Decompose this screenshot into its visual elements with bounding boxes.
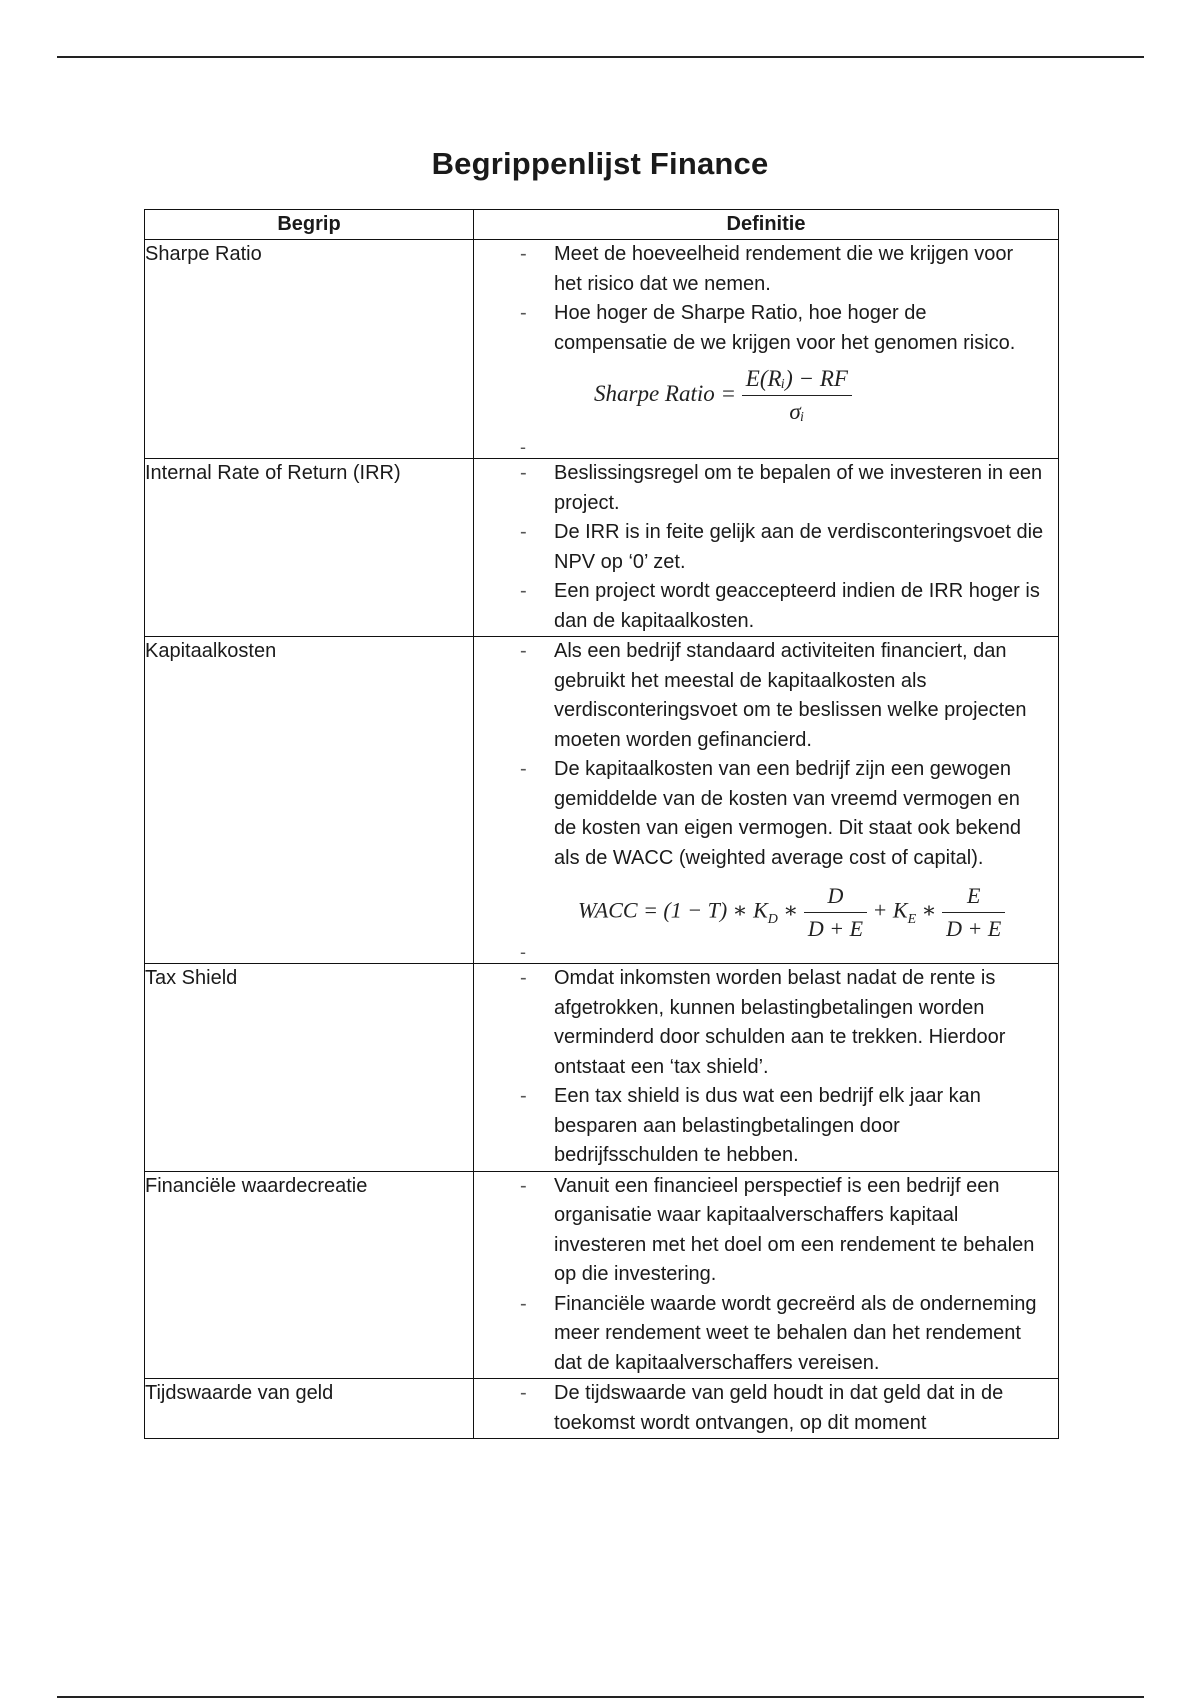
- formula-subscript: D: [767, 911, 778, 927]
- table-row: [145, 637, 1059, 964]
- formula-lhs: WACC = (1 − T) ∗ K: [578, 897, 768, 923]
- document-title: Begrippenlijst Finance: [431, 146, 769, 181]
- column-header-term: Begrip: [145, 210, 474, 240]
- bullet-dash: -: [520, 942, 526, 962]
- definition-cell: [474, 240, 1059, 459]
- definition-cell: [474, 459, 1059, 637]
- formula-numerator: D: [804, 883, 867, 913]
- table-header-row: [145, 210, 1059, 240]
- header-rule: [57, 56, 1144, 58]
- formula-fraction: [742, 366, 852, 425]
- formula-denominator: D + E: [946, 916, 1002, 941]
- column-header-definition: Definitie: [474, 210, 1059, 240]
- formula-denominator: σᵢ: [789, 399, 805, 424]
- formula-subscript: E: [907, 911, 917, 927]
- bullet-dash: -: [520, 437, 526, 457]
- definition-item: - Een project wordt geaccepteerd indien de IRR hoger is dan de kapitaalkosten.: [474, 577, 1058, 636]
- formula-fraction: [804, 883, 867, 942]
- glossary-table: [144, 209, 1059, 1439]
- definition-item: - Omdat inkomsten worden belast nadat de rente is afgetrokken, kunnen belastingbetalingen worden verminderd door schulden aan te trekken. Hierdoor ontstaat een ‘tax shield’.: [474, 964, 1058, 1082]
- table-row: [145, 459, 1059, 637]
- term-cell: Tijdswaarde van geld: [145, 1379, 474, 1439]
- definition-item: - De IRR is in feite gelijk aan de verdisconteringsvoet die NPV op ‘0’ zet.: [474, 518, 1058, 577]
- formula-lhs: Sharpe Ratio =: [594, 380, 737, 406]
- formula-numerator: E: [942, 883, 1005, 913]
- definition-cell: [474, 637, 1059, 964]
- definition-item: - Vanuit een financieel perspectief is een bedrijf een organisatie waar kapitaalverschaffers kapitaal investeren met het doel om een rendement te behalen op die investering.: [474, 1172, 1058, 1290]
- formula-operator: ∗: [783, 897, 799, 923]
- footer-rule: [57, 1696, 1144, 1698]
- term-cell: Kapitaalkosten: [145, 637, 474, 964]
- term-cell: Sharpe Ratio: [145, 240, 474, 459]
- formula-operator: ∗: [921, 897, 937, 923]
- definition-item: - Meet de hoeveelheid rendement die we krijgen voor het risico dat we nemen.: [474, 240, 1058, 299]
- table-row: [145, 1379, 1059, 1439]
- formula-denominator: D + E: [807, 916, 864, 941]
- formula-numerator: E(Rᵢ) − RF: [742, 366, 852, 396]
- definition-cell: [474, 964, 1059, 1172]
- definition-cell: [474, 1379, 1059, 1439]
- sharpe-ratio-formula: [474, 358, 1058, 458]
- definition-cell: [474, 1171, 1059, 1379]
- formula-fraction: [942, 883, 1005, 942]
- formula-operator: + K: [872, 897, 908, 923]
- term-cell: Financiële waardecreatie: [145, 1171, 474, 1379]
- definition-item: - Financiële waarde wordt gecreërd als de onderneming meer rendement weet te behalen dan het rendement dat de kapitaalverschaffers vereisen.: [474, 1290, 1058, 1379]
- table-row: [145, 240, 1059, 459]
- definition-item: - Hoe hoger de Sharpe Ratio, hoe hoger de compensatie de we krijgen voor het genomen risico.: [474, 299, 1058, 358]
- definition-item: - Een tax shield is dus wat een bedrijf elk jaar kan besparen aan belastingbetalingen door bedrijfsschulden te hebben.: [474, 1082, 1058, 1171]
- definition-item: - De tijdswaarde van geld houdt in dat geld dat in de toekomst wordt ontvangen, op dit moment: [474, 1379, 1058, 1438]
- table-row: [145, 1171, 1059, 1379]
- table-row: [145, 964, 1059, 1172]
- term-cell: Tax Shield: [145, 964, 474, 1172]
- definition-item: - Als een bedrijf standaard activiteiten financiert, dan gebruikt het meestal de kapitaalkosten als verdisconteringsvoet om te beslissen welke projecten moeten worden gefinancierd.: [474, 637, 1058, 755]
- definition-item: - Beslissingsregel om te bepalen of we investeren in een project.: [474, 459, 1058, 518]
- definition-item: - De kapitaalkosten van een bedrijf zijn een gewogen gemiddelde van de kosten van vreemd vermogen en de kosten van eigen vermogen. Dit staat ook bekend als de WACC (weighted average cost of capital).: [474, 755, 1058, 873]
- term-cell: Internal Rate of Return (IRR): [145, 459, 474, 637]
- wacc-formula: [474, 873, 1058, 963]
